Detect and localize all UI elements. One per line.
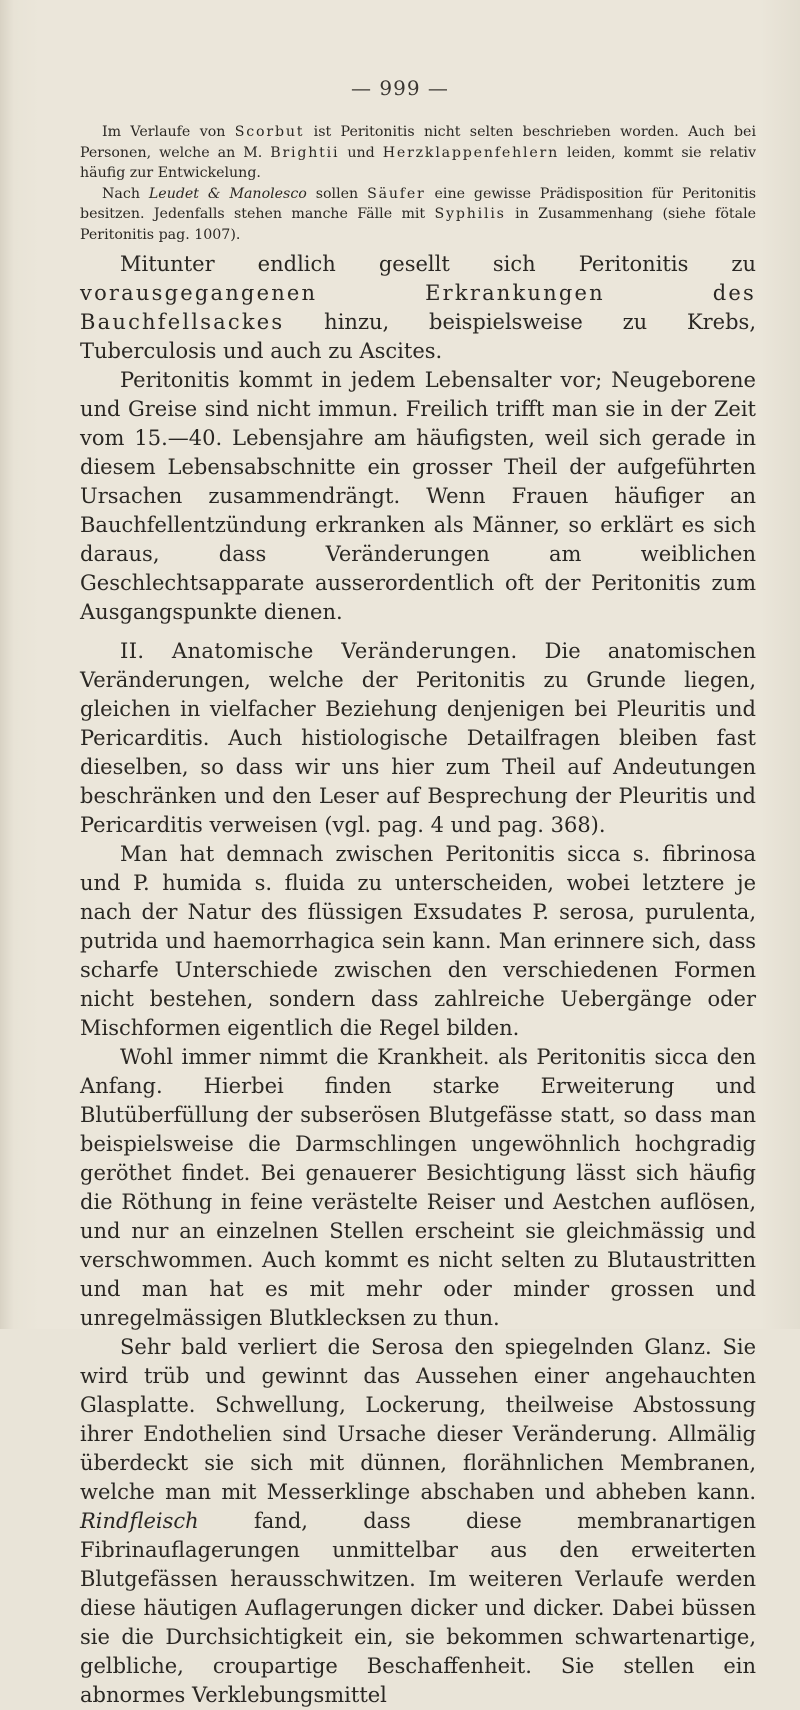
section-heading: II. Anatomische Veränderungen. bbox=[120, 638, 518, 663]
text: sollen bbox=[306, 185, 368, 202]
author-name: Rindfleisch bbox=[80, 1508, 199, 1533]
text: Sehr bald verliert die Serosa den spiegelnden Glanz. Sie wird trüb und gewinnt das Aussehen einer angehauchten Glasplatte. Schwellung, Lockerung, theilweise Abstossung ihrer Endothelien sind Ursache dieser Veränderung. Allmälig überdeckt sie sich mit dünnen, florähnlichen Membranen, welche man mit Messerklinge abschaben und abheben kann. bbox=[80, 1334, 756, 1504]
note-paragraph-scorbut bbox=[80, 122, 756, 184]
page-content bbox=[80, 122, 756, 1710]
text: Die anatomischen Veränderungen, welche der Peritonitis zu Grunde liegen, gleichen in vielfacher Beziehung denjenigen bei Pleuritis und Pericarditis. Auch histiologische Detailfragen bleiben fast dieselben, so dass wir uns hier zum Theil auf Andeutungen beschränken und den Leser auf Besprechung der Pleuritis und Pericarditis verweisen (vgl. pag. 4 und pag. 368). bbox=[80, 638, 756, 837]
paragraph-formen: Man hat demnach zwischen Peritonitis sicca s. fibrinosa und P. humida s. fluida zu unterscheiden, wobei letztere je nach der Natur des flüssigen Exsudates P. serosa, purulenta, putrida und haemorrhagica sein kann. Man erinnere sich, dass scharfe Unterschiede zwischen den verschiedenen Formen nicht bestehen, sondern dass zahlreiche Uebergänge oder Mischformen eigentlich die Regel bilden. bbox=[80, 841, 756, 1040]
note-paragraph-saeufer bbox=[80, 184, 756, 246]
text: Mitunter endlich gesellt sich Peritonitis zu bbox=[120, 251, 756, 276]
text: Nach bbox=[102, 185, 149, 202]
text: und bbox=[339, 144, 383, 161]
text: leiden, kommt sie relativ häufig zur Entwickelung. bbox=[80, 144, 756, 182]
paragraph-peritonitis-sicca: Wohl immer nimmt die Krankheit. als Peritonitis sicca den Anfang. Hierbei finden starke Erweiterung und Blutüberfüllung der subserösen Blutgefässe statt, so dass man beispielsweise die Darmschlingen ungewöhnlich hochgradig geröthet findet. Bei genauerer Besichtigung lässt sich häufig die Röthung in feine verästelte Reiser und Aestchen auflösen, und nur an einzelnen Stellen erscheint sie gleichmässig und verschwommen. Auch kommt es nicht selten zu Blutaustritten und man hat es mit mehr oder minder grossen und unregelmässigen Blutklecksen zu thun. bbox=[80, 1044, 756, 1330]
spaced-term: Brightii bbox=[270, 144, 340, 161]
text: eine gewisse Prädisposition für Peritonitis besitzen. Jedenfalls stehen manche Fälle mit bbox=[80, 185, 757, 223]
text: Im Verlaufe von bbox=[102, 124, 235, 140]
page-number: — 999 — bbox=[351, 76, 449, 100]
spaced-term: Herzklappenfehlern bbox=[382, 144, 560, 161]
paragraph-lebensalter: Peritonitis kommt in jedem Lebensalter vor; Neugeborene und Greise sind nicht immun. Freilich trifft man sie in der Zeit vom 15.—40. Lebensjahre am häufigsten, weil sich gerade in diesem Lebensabschnitte ein grosser Theil der aufgeführten Ursachen zusammendrängt. Wenn Frauen häufiger an Bauchfellentzündung erkranken als Männer, so erklärt es sich daraus, dass Veränderungen am weiblichen Geschlechtsapparate ausserordentlich oft der Peritonitis zum Ausgangspunkte dienen. bbox=[80, 367, 756, 624]
text: ist Peritonitis nicht selten beschrieben worden. Auch bei Personen, welche an M. bbox=[80, 124, 756, 161]
text: hinzu, beispielsweise zu Krebs, Tuberculosis und auch zu Ascites. bbox=[80, 309, 756, 363]
spaced-term: Säufer bbox=[367, 185, 426, 202]
text: fand, dass diese membranartigen Fibrinauflagerungen unmittelbar aus den erweiterten Blutgefässen herausschwitzen. Im weiteren Verlaufe werden diese häutigen Auflagerungen dicker und dicker. Dabei büssen sie die Durchsichtigkeit ein, sie bekommen schwartenartige, gelbliche, croupartige Beschaffenheit. Sie stellen ein abnormes Verklebungsmittel bbox=[80, 1508, 756, 1707]
spaced-term: Scorbut bbox=[234, 124, 305, 140]
paragraph-vorausgegangene-erkrankungen bbox=[80, 250, 756, 366]
paragraph-anatomische-veraenderungen bbox=[80, 637, 756, 840]
author-names: Leudet & Manolesco bbox=[148, 185, 307, 202]
paragraph-serosa bbox=[80, 1333, 756, 1710]
spaced-term: Syphilis bbox=[434, 206, 506, 223]
spaced-term: vorausgegangenen Erkrankungen des Bauchfellsackes bbox=[80, 280, 756, 334]
text: in Zusammenhang (siehe fötale Peritonitis pag. 1007). bbox=[80, 206, 757, 243]
